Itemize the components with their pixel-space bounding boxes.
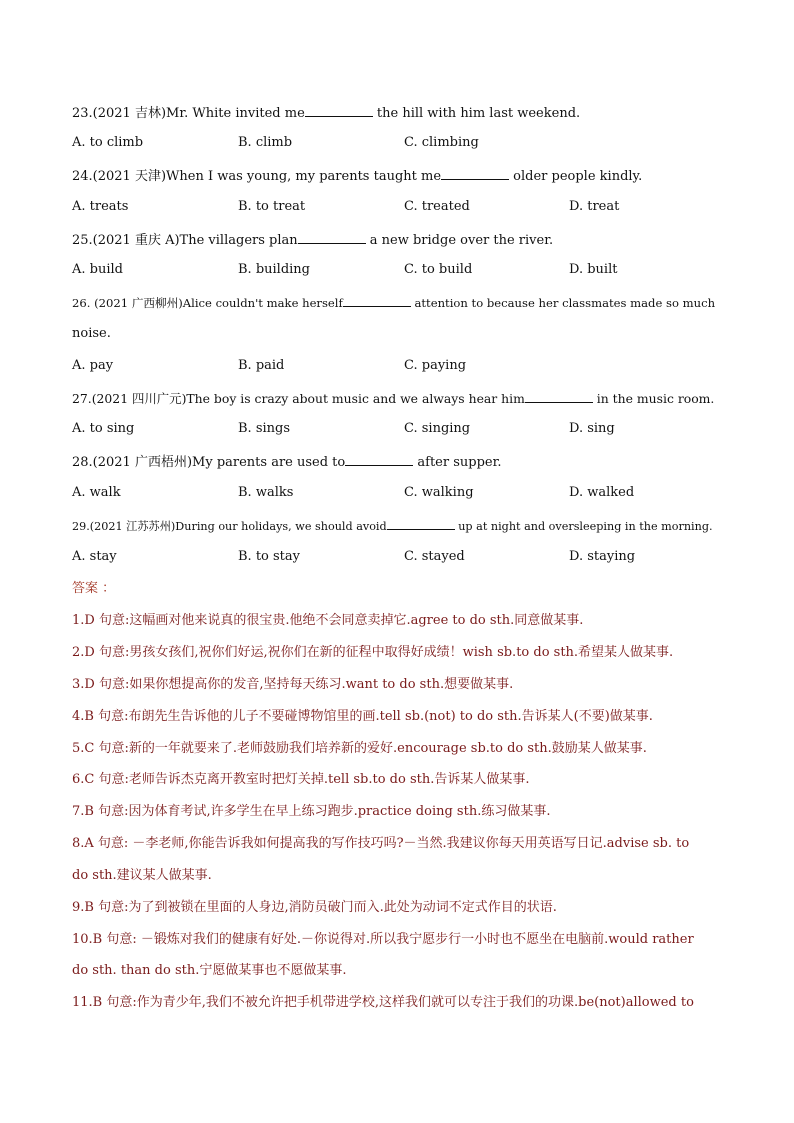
option-b: B. to treat [238, 199, 306, 214]
answer-8-continued: do sth.建议某人做某事. [72, 868, 212, 883]
answer-8: 8.A 句意: －李老师,你能告诉我如何提高我的写作技巧吗?－当然.我建议你每天用英语写日记.advise sb. to [72, 836, 690, 851]
option-c: C. paying [404, 358, 467, 373]
option-b: B. walks [238, 485, 294, 500]
option-c: C. treated [404, 199, 470, 214]
option-a: A. walk [72, 485, 121, 500]
option-d: D. treat [569, 199, 620, 214]
question-stem-tail: after supper. [413, 455, 502, 470]
option-c: C. stayed [404, 549, 465, 564]
answer-blank [525, 390, 593, 403]
question-24 [72, 167, 642, 185]
answer-blank [305, 104, 373, 117]
option-a: A. to climb [72, 135, 144, 150]
option-d: D. sing [569, 421, 615, 436]
option-c: C. climbing [404, 135, 479, 150]
option-a: A. to sing [72, 421, 135, 436]
question-stem: 25.(2021 重庆 A)The villagers plan [72, 233, 298, 248]
option-a: A. build [72, 262, 123, 277]
option-d: D. built [569, 262, 618, 277]
answer-blank [387, 517, 455, 530]
option-d: D. walked [569, 485, 635, 500]
answer-10-continued: do sth. than do sth.宁愿做某事也不愿做某事. [72, 963, 347, 978]
option-a: A. pay [72, 358, 114, 373]
option-d: D. staying [569, 549, 636, 564]
answer-10: 10.B 句意: －锻炼对我们的健康有好处.－你说得对.所以我宁愿步行一小时也不愿坐在电脑前.would rather [72, 932, 694, 947]
answer-6: 6.C 句意:老师告诉杰克离开教室时把灯关掉.tell sb.to do sth.告诉某人做某事. [72, 772, 530, 787]
question-stem: 24.(2021 天津)When I was young, my parents taught me [72, 169, 442, 184]
option-b: B. building [238, 262, 311, 277]
answer-blank [441, 167, 509, 180]
question-26 [72, 294, 715, 311]
answers-heading: 答案 ： [72, 581, 116, 596]
option-a: A. treats [72, 199, 129, 214]
question-stem-tail: the hill with him last weekend. [372, 106, 581, 121]
question-stem: 27.(2021 四川广元)The boy is crazy about music and we always hear him [72, 391, 525, 406]
question-stem: 28.(2021 广西梧州)My parents are used to [72, 455, 346, 470]
option-b: B. sings [238, 421, 291, 436]
question-stem-tail: older people kindly. [509, 169, 643, 184]
option-b: B. paid [238, 358, 285, 373]
question-stem: 29.(2021 江苏苏州)During our holidays, we should avoid [72, 520, 387, 533]
question-stem: 26. (2021 广西柳州)Alice couldn't make herself [72, 296, 343, 310]
question-26-continued: noise. [72, 326, 111, 341]
question-stem-tail: up at night and oversleeping in the morning. [454, 520, 713, 533]
option-a: A. stay [72, 549, 117, 564]
question-stem-tail: attention to because her classmates made so much [410, 296, 716, 310]
question-29 [72, 517, 713, 535]
option-c: C. to build [404, 262, 473, 277]
answer-11: 11.B 句意:作为青少年,我们不被允许把手机带进学校,这样我们就可以专注于我们的功课.be(not)allowed to [72, 995, 694, 1010]
question-stem-tail: in the music room. [592, 391, 715, 406]
question-25 [72, 231, 553, 249]
answer-7: 7.B 句意:因为体育考试,许多学生在早上练习跑步.practice doing sth.练习做某事. [72, 804, 551, 819]
answer-blank [298, 231, 366, 244]
question-stem: 23.(2021 吉林)Mr. White invited me [72, 106, 305, 121]
answer-1: 1.D 句意:这幅画对他来说真的很宝贵.他绝不会同意卖掉它.agree to do sth.同意做某事. [72, 613, 584, 628]
answer-3: 3.D 句意:如果你想提高你的发音,坚持每天练习.want to do sth.想要做某事. [72, 677, 514, 692]
answer-blank [345, 453, 413, 466]
question-23 [72, 104, 580, 122]
option-b: B. to stay [238, 549, 300, 564]
answer-9: 9.B 句意:为了到被锁在里面的人身边,消防员破门而入.此处为动词不定式作目的状语. [72, 900, 557, 915]
option-b: B. climb [238, 135, 293, 150]
option-c: C. singing [404, 421, 471, 436]
question-27 [72, 390, 714, 407]
answer-2: 2.D 句意:男孩女孩们,祝你们好运,祝你们在新的征程中取得好成绩！wish sb.to do sth.希望某人做某事. [72, 645, 674, 660]
option-c: C. walking [404, 485, 474, 500]
answer-blank [343, 294, 411, 307]
question-28 [72, 453, 502, 471]
question-stem-tail: a new bridge over the river. [365, 233, 554, 248]
answer-4: 4.B 句意:布朗先生告诉他的儿子不要碰博物馆里的画.tell sb.(not) to do sth.告诉某人(不要)做某事. [72, 709, 653, 724]
answer-5: 5.C 句意:新的一年就要来了.老师鼓励我们培养新的爱好.encourage sb.to do sth.鼓励某人做某事. [72, 741, 647, 756]
